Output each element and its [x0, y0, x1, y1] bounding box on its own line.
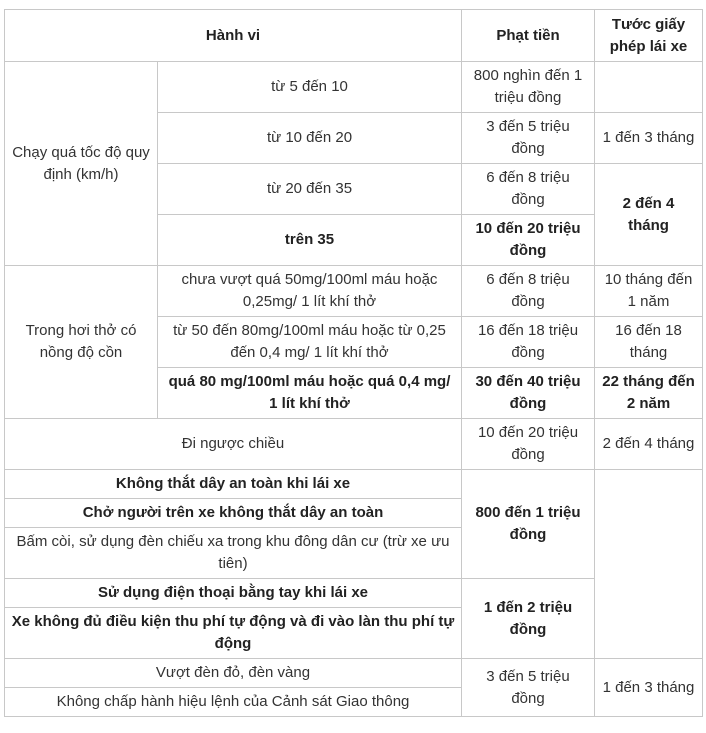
- table-row: [5, 659, 703, 688]
- wrong-way-fine: 10 đến 20 triệu đồng: [462, 419, 595, 470]
- speeding-range: từ 5 đến 10: [158, 62, 462, 113]
- wrong-way-license: 2 đến 4 tháng: [595, 419, 703, 470]
- violation-horn-highbeam: Bấm còi, sử dụng đèn chiếu xa trong khu đông dân cư (trừ xe ưu tiên): [5, 528, 462, 579]
- empty-license-cell: [595, 470, 703, 659]
- speeding-license: 2 đến 4 tháng: [595, 164, 703, 266]
- header-behavior: Hành vi: [5, 10, 462, 62]
- violation-toll-lane: Xe không đủ điều kiện thu phí tự động và đi vào làn thu phí tự động: [5, 608, 462, 659]
- group-800k-fine: 800 đến 1 triệu đồng: [462, 470, 595, 579]
- speeding-fine: 6 đến 8 triệu đồng: [462, 164, 595, 215]
- alcohol-label: Trong hơi thở có nồng độ cồn: [5, 266, 158, 419]
- speeding-license: [595, 62, 703, 113]
- header-license: Tước giấy phép lái xe: [595, 10, 703, 62]
- table-row: [5, 266, 703, 317]
- violation-passenger-seatbelt: Chở người trên xe không thắt dây an toàn: [5, 499, 462, 528]
- table-row: [5, 470, 703, 499]
- alcohol-fine: 16 đến 18 triệu đồng: [462, 317, 595, 368]
- violation-red-light: Vượt đèn đỏ, đèn vàng: [5, 659, 462, 688]
- table-row: [5, 62, 703, 113]
- alcohol-level: quá 80 mg/100ml máu hoặc quá 0,4 mg/ 1 lít khí thở: [158, 368, 462, 419]
- speeding-license: 1 đến 3 tháng: [595, 113, 703, 164]
- alcohol-license: 22 tháng đến 2 năm: [595, 368, 703, 419]
- alcohol-level: chưa vượt quá 50mg/100ml máu hoặc 0,25mg/ 1 lít khí thở: [158, 266, 462, 317]
- table-row: [5, 419, 703, 470]
- alcohol-license: 16 đến 18 tháng: [595, 317, 703, 368]
- violation-phone: Sử dụng điện thoại bằng tay khi lái xe: [5, 579, 462, 608]
- alcohol-fine: 30 đến 40 triệu đồng: [462, 368, 595, 419]
- speeding-range: từ 10 đến 20: [158, 113, 462, 164]
- header-fine: Phạt tiền: [462, 10, 595, 62]
- speeding-range: từ 20 đến 35: [158, 164, 462, 215]
- group-3-5m-fine: 3 đến 5 triệu đồng: [462, 659, 595, 717]
- speeding-range: trên 35: [158, 215, 462, 266]
- violation-seatbelt: Không thắt dây an toàn khi lái xe: [5, 470, 462, 499]
- group-1-2m-fine: 1 đến 2 triệu đồng: [462, 579, 595, 659]
- table-header-row: [5, 10, 703, 62]
- fines-table: [4, 9, 703, 717]
- speeding-fine: 3 đến 5 triệu đồng: [462, 113, 595, 164]
- group-3-5m-license: 1 đến 3 tháng: [595, 659, 703, 717]
- alcohol-level: từ 50 đến 80mg/100ml máu hoặc từ 0,25 đến 0,4 mg/ 1 lít khí thở: [158, 317, 462, 368]
- violation-police-order: Không chấp hành hiệu lệnh của Cảnh sát Giao thông: [5, 688, 462, 717]
- speeding-fine: 800 nghìn đến 1 triệu đồng: [462, 62, 595, 113]
- speeding-fine: 10 đến 20 triệu đồng: [462, 215, 595, 266]
- alcohol-license: 10 tháng đến 1 năm: [595, 266, 703, 317]
- alcohol-fine: 6 đến 8 triệu đồng: [462, 266, 595, 317]
- wrong-way-label: Đi ngược chiều: [5, 419, 462, 470]
- speeding-label: Chạy quá tốc độ quy định (km/h): [5, 62, 158, 266]
